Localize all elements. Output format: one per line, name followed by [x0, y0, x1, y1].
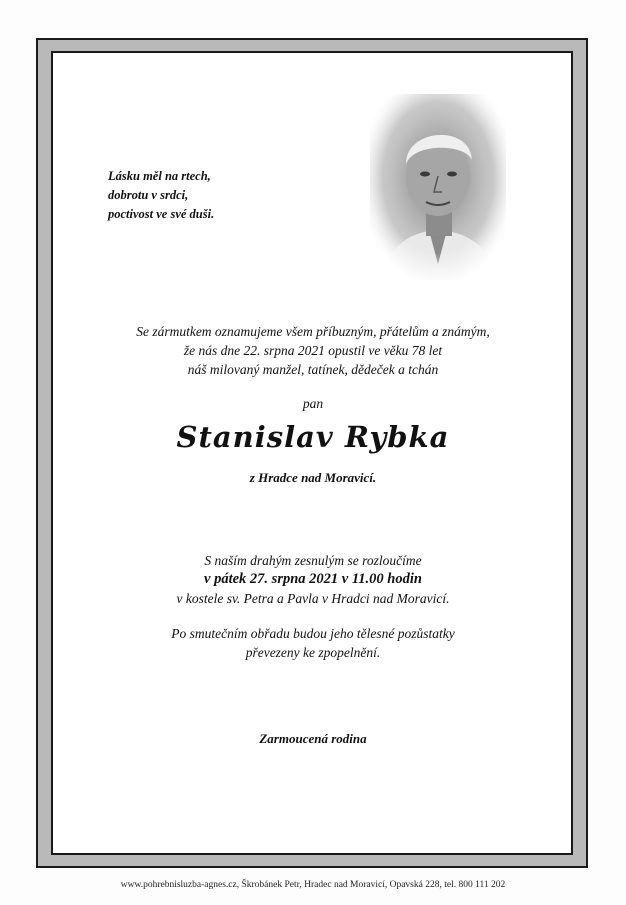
portrait-photo [370, 94, 506, 280]
ceremony-place: v kostele sv. Petra a Pavla v Hradci nad Moravicí. [176, 591, 450, 606]
announcement-line: náš milovaný manžel, tatínek, dědeček a tchán [187, 362, 439, 377]
family-signature: Zarmoucená rodina [259, 731, 367, 746]
ceremony-info [0, 551, 626, 608]
ceremony-intro: S naším drahým zesnulým se rozloučíme [204, 553, 422, 568]
announcement-text [0, 322, 626, 379]
motto-line: dobrotu v srdci, [108, 188, 189, 202]
funeral-service-footer: www.pohrebnisluzba-agnes.cz, Škrobánek Petr, Hradec nad Moravicí, Opavská 228, tel. 800 111 202 [120, 880, 506, 890]
announcement-line: že nás dne 22. srpna 2021 opustil ve věku 78 let [183, 343, 443, 358]
deceased-origin: z Hradce nad Moravicí. [249, 470, 377, 485]
motto-quote [108, 167, 308, 224]
ceremony-datetime: v pátek 27. srpna 2021 v 11.00 hodin [204, 571, 422, 587]
deceased-name: Stanislav Rybka [176, 420, 450, 454]
announcement-line: Se zármutkem oznamujeme všem příbuzným, přátelům a známým, [136, 324, 490, 339]
cremation-note [0, 624, 626, 662]
cremation-line: Po smutečním obřadu budou jeho tělesné pozůstatky [171, 626, 455, 641]
motto-line: poctivost ve své duši. [108, 207, 215, 221]
salutation: pan [302, 396, 324, 411]
motto-line: Lásku měl na rtech, [108, 169, 211, 183]
cremation-line: převezeny ke zpopelnění. [245, 645, 381, 660]
